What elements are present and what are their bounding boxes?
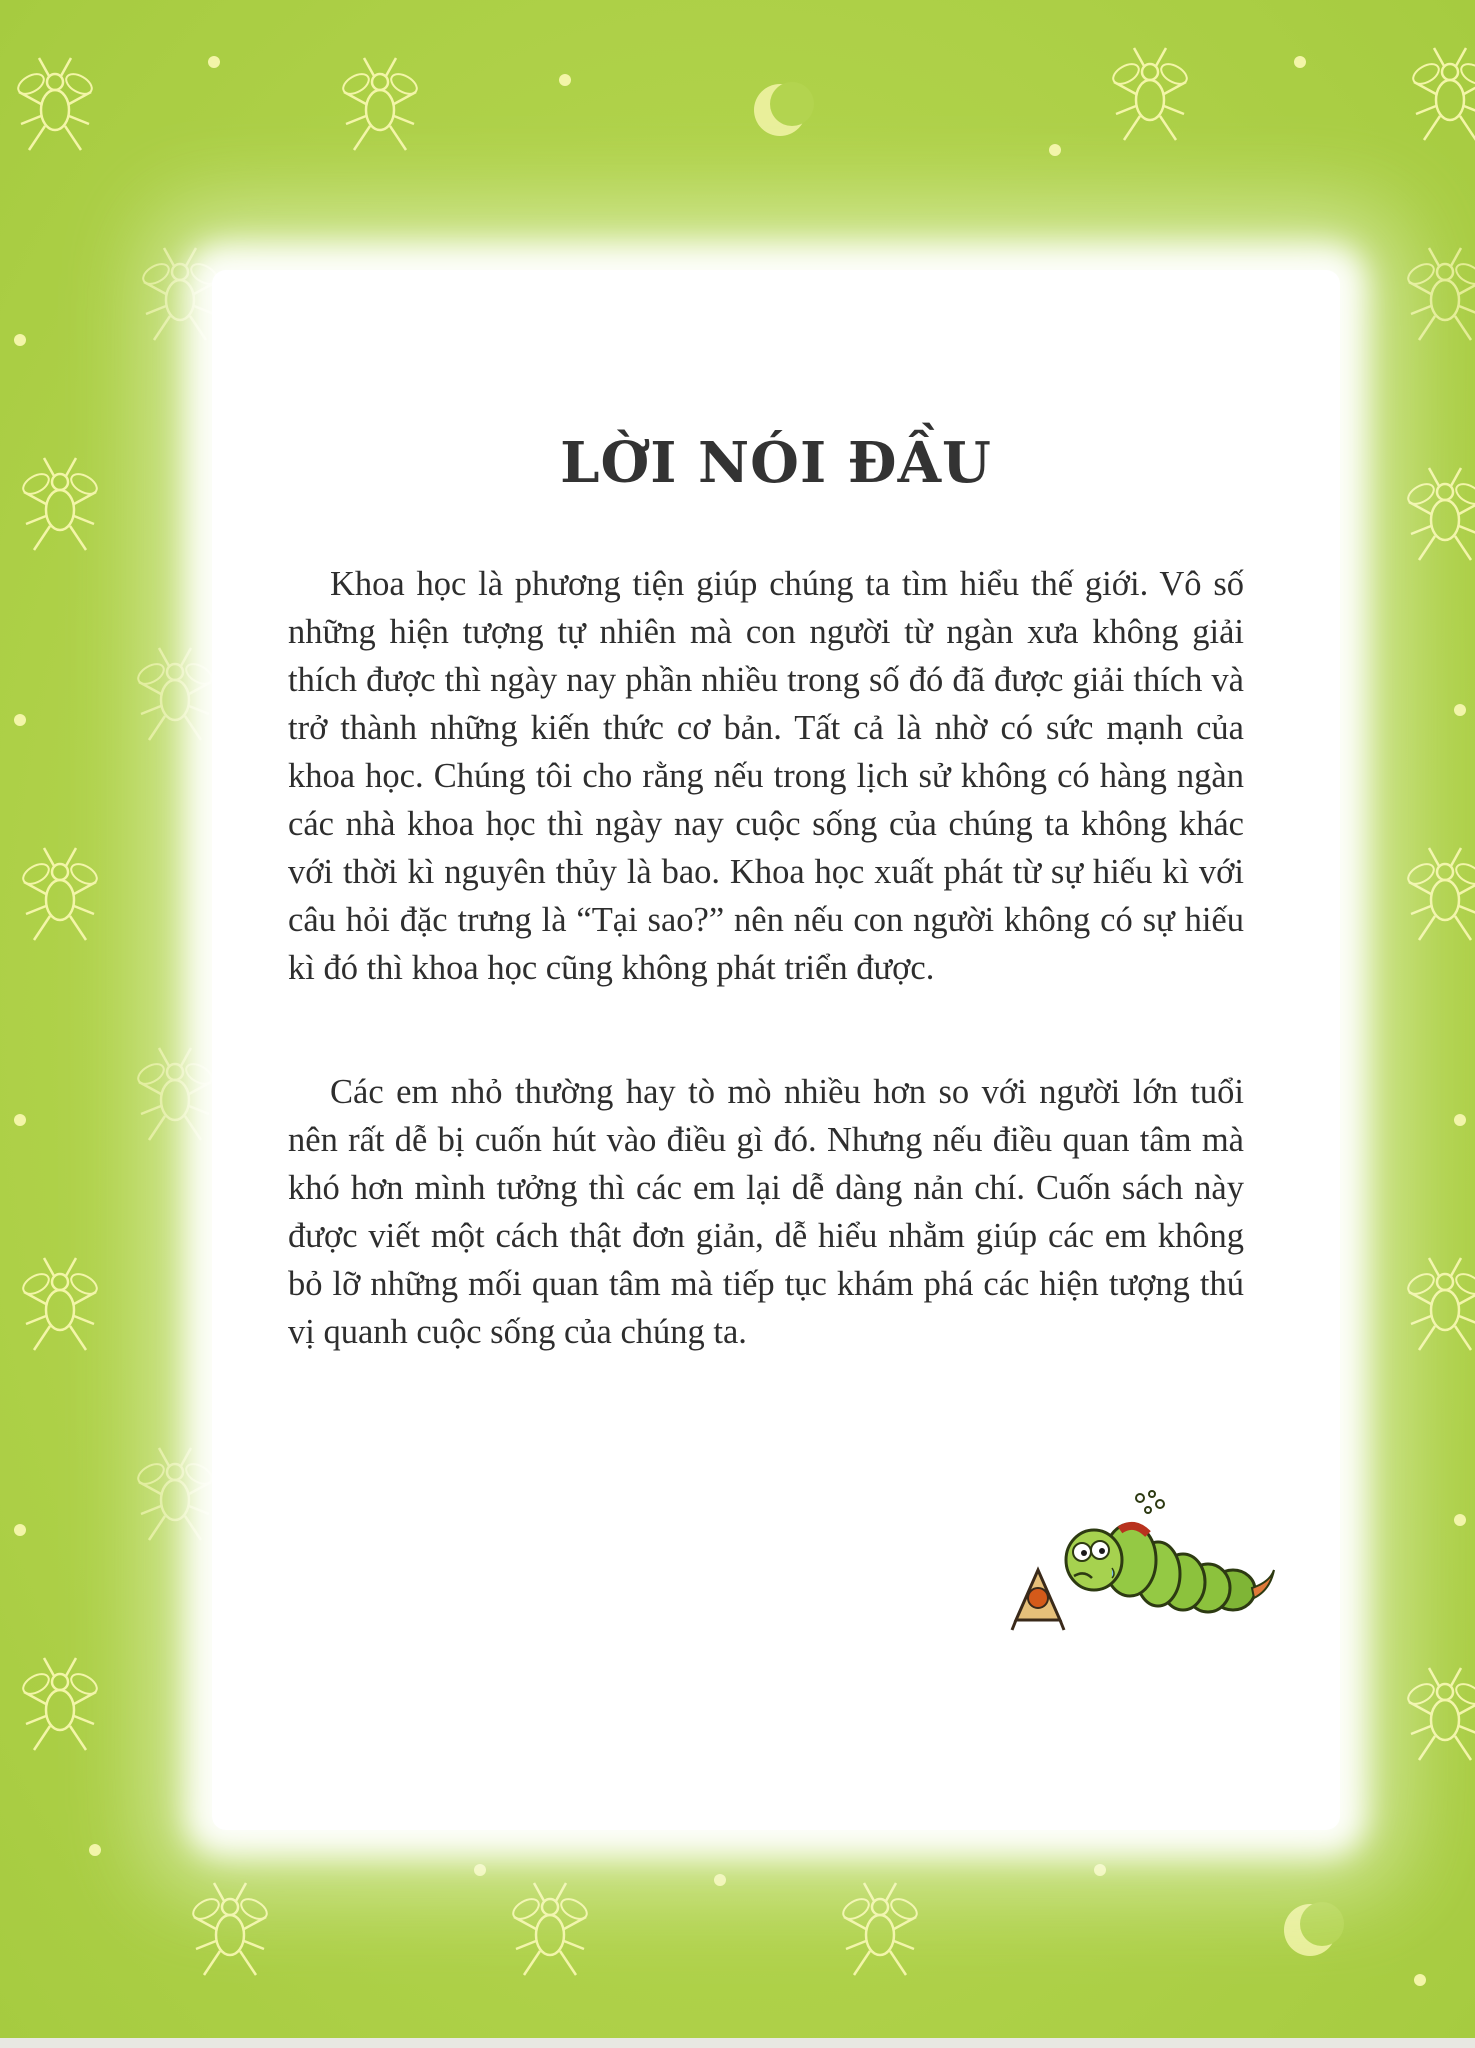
page-bottom-edge (0, 2038, 1475, 2048)
caterpillar-illustration-icon (1008, 1490, 1278, 1640)
paragraph-1: Khoa học là phương tiện giúp chúng ta tìm hiểu thế giới. Vô số những hiện tượng tự nhiên mà con người từ ngàn xưa không giải thích được thì ngày nay phần nhiều trong số đó đã được giải thích và trở thành những kiến thức cơ bản. Tất cả là nhờ có sức mạnh của khoa học. Chúng tôi cho rằng nếu trong lịch sử không có hàng ngàn các nhà khoa học thì ngày nay cuộc sống của chúng ta không khác với thời kì nguyên thủy là bao. Khoa học xuất phát từ sự hiếu kì với câu hỏi đặc trưng là “Tại sao?” nên nếu con người không có sự hiếu kì đó thì khoa học cũng không phát triển được. (288, 565, 1244, 987)
page-title: LỜI NÓI ĐẦU (560, 430, 992, 496)
paragraph-2: Các em nhỏ thường hay tò mò nhiều hơn so với người lớn tuổi nên rất dễ bị cuốn hút vào điều gì đó. Nhưng nếu điều quan tâm mà khó hơn mình tưởng thì các em lại dễ dàng nản chí. Cuốn sách này được viết một cách thật đơn giản, dễ hiểu nhằm giúp các em không bỏ lỡ những mối quan tâm mà tiếp tục khám phá các hiện tượng thú vị quanh cuộc sống của chúng ta. (288, 1073, 1244, 1351)
